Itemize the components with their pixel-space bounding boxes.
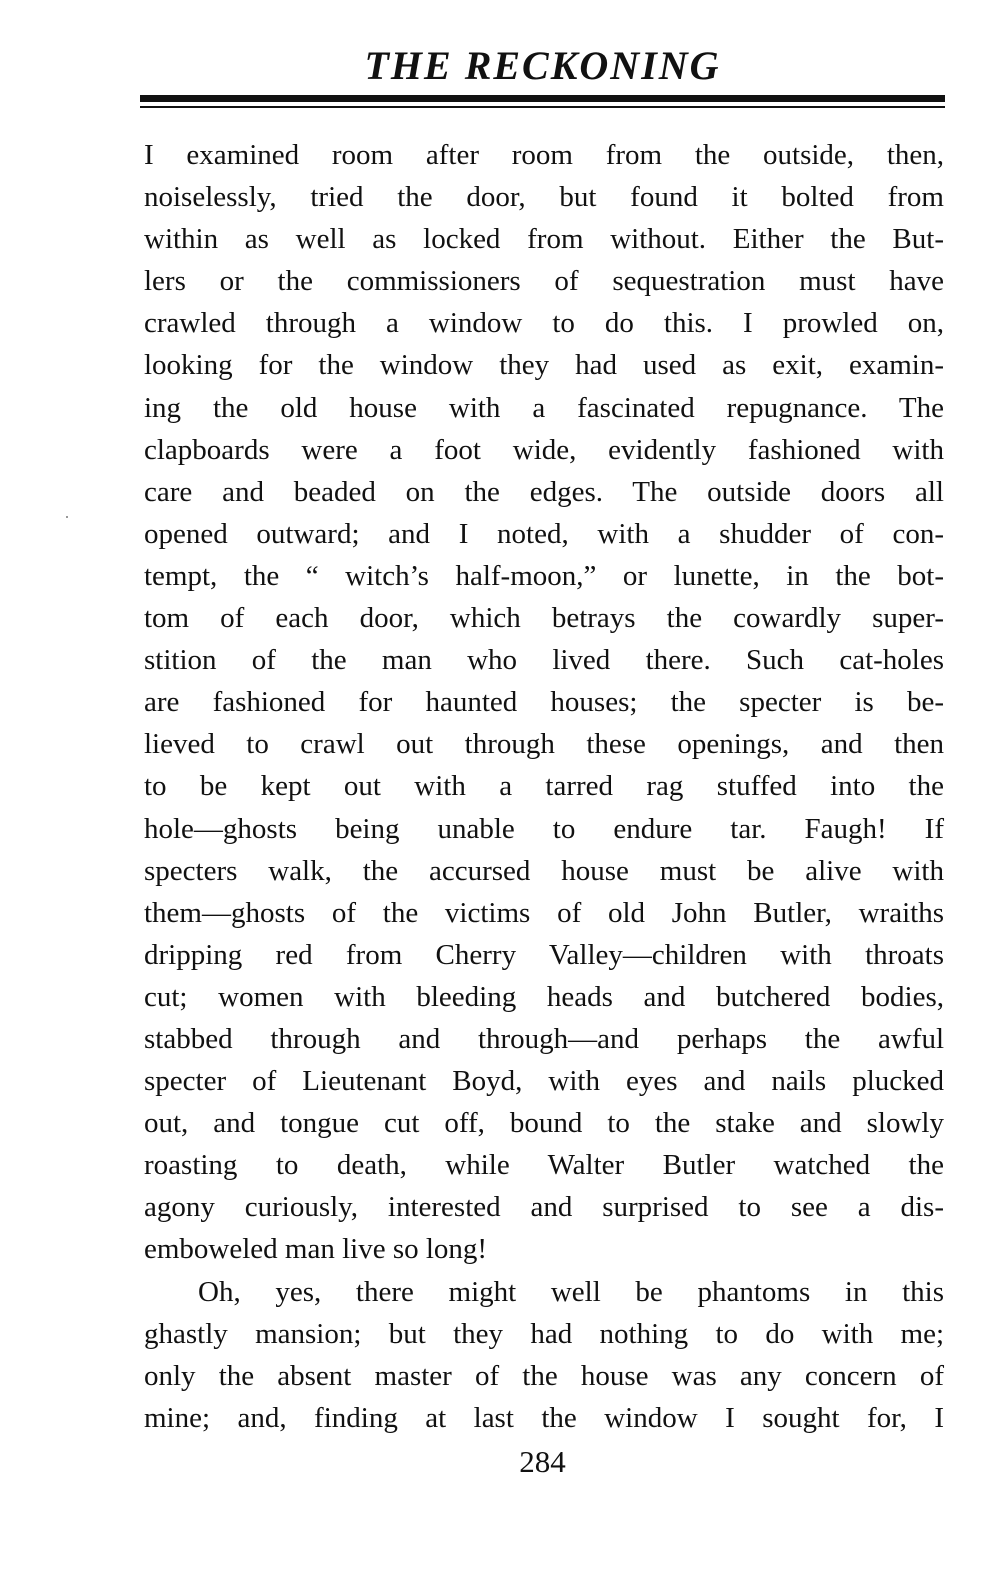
text-line: cut; women with bleeding heads and butchered bodies, bbox=[144, 980, 944, 1013]
text-line: lers or the commissioners of sequestration must have bbox=[144, 265, 944, 298]
text-line: I examined room after room from the outside, then, bbox=[144, 139, 944, 171]
text-line: ghastly mansion; but they had nothing to do with me; bbox=[144, 1317, 944, 1350]
header-rule-thin bbox=[140, 106, 945, 108]
text-line: ing the old house with a fascinated repugnance. The bbox=[144, 391, 944, 424]
body-text bbox=[144, 134, 944, 1439]
text-line: only the absent master of the house was any concern of bbox=[144, 1359, 944, 1392]
text-line: Oh, yes, there might well be phantoms in this bbox=[198, 1275, 944, 1308]
text-line: stabbed through and through—and perhaps the awful bbox=[144, 1022, 944, 1055]
paragraph-1 bbox=[144, 134, 944, 1271]
text-line: care and beaded on the edges. The outside doors all bbox=[144, 475, 944, 508]
text-line: within as well as locked from without. Either the But- bbox=[144, 223, 944, 256]
text-line: noiselessly, tried the door, but found it bolted from bbox=[144, 181, 944, 214]
header-rule-thick bbox=[140, 95, 945, 102]
text-line: opened outward; and I noted, with a shudder of con- bbox=[144, 517, 944, 550]
text-line: looking for the window they had used as exit, examin- bbox=[144, 349, 944, 382]
text-line: specter of Lieutenant Boyd, with eyes and nails plucked bbox=[144, 1065, 944, 1098]
text-line: are fashioned for haunted houses; the specter is be- bbox=[144, 686, 944, 719]
text-line: mine; and, finding at last the window I sought for, I bbox=[144, 1401, 944, 1434]
text-line: dripping red from Cherry Valley—children with throats bbox=[144, 938, 944, 971]
text-line: tempt, the “ witch’s half-moon,” or lunette, in the bot- bbox=[144, 559, 944, 592]
text-line: to be kept out with a tarred rag stuffed into the bbox=[144, 770, 944, 803]
running-head: THE RECKONING bbox=[364, 43, 721, 88]
text-line: agony curiously, interested and surprised to see a dis- bbox=[144, 1191, 944, 1224]
text-line: them—ghosts of the victims of old John Butler, wraiths bbox=[144, 896, 944, 929]
print-speck bbox=[66, 516, 68, 518]
text-line: specters walk, the accursed house must be alive with bbox=[144, 854, 944, 887]
text-line: tom of each door, which betrays the cowardly super- bbox=[144, 602, 944, 635]
page-number: 284 bbox=[519, 1444, 566, 1479]
text-line: emboweled man live so long! bbox=[144, 1233, 488, 1266]
text-line: out, and tongue cut off, bound to the stake and slowly bbox=[144, 1107, 944, 1140]
text-line: hole—ghosts being unable to endure tar. Faugh! If bbox=[144, 812, 944, 845]
text-line: crawled through a window to do this. I prowled on, bbox=[144, 307, 944, 340]
text-line: clapboards were a foot wide, evidently fashioned with bbox=[144, 433, 944, 466]
text-line: lieved to crawl out through these openings, and then bbox=[144, 728, 944, 761]
paragraph-2 bbox=[144, 1271, 944, 1439]
text-line: roasting to death, while Walter Butler watched the bbox=[144, 1149, 944, 1182]
text-line: stition of the man who lived there. Such cat-holes bbox=[144, 644, 944, 677]
